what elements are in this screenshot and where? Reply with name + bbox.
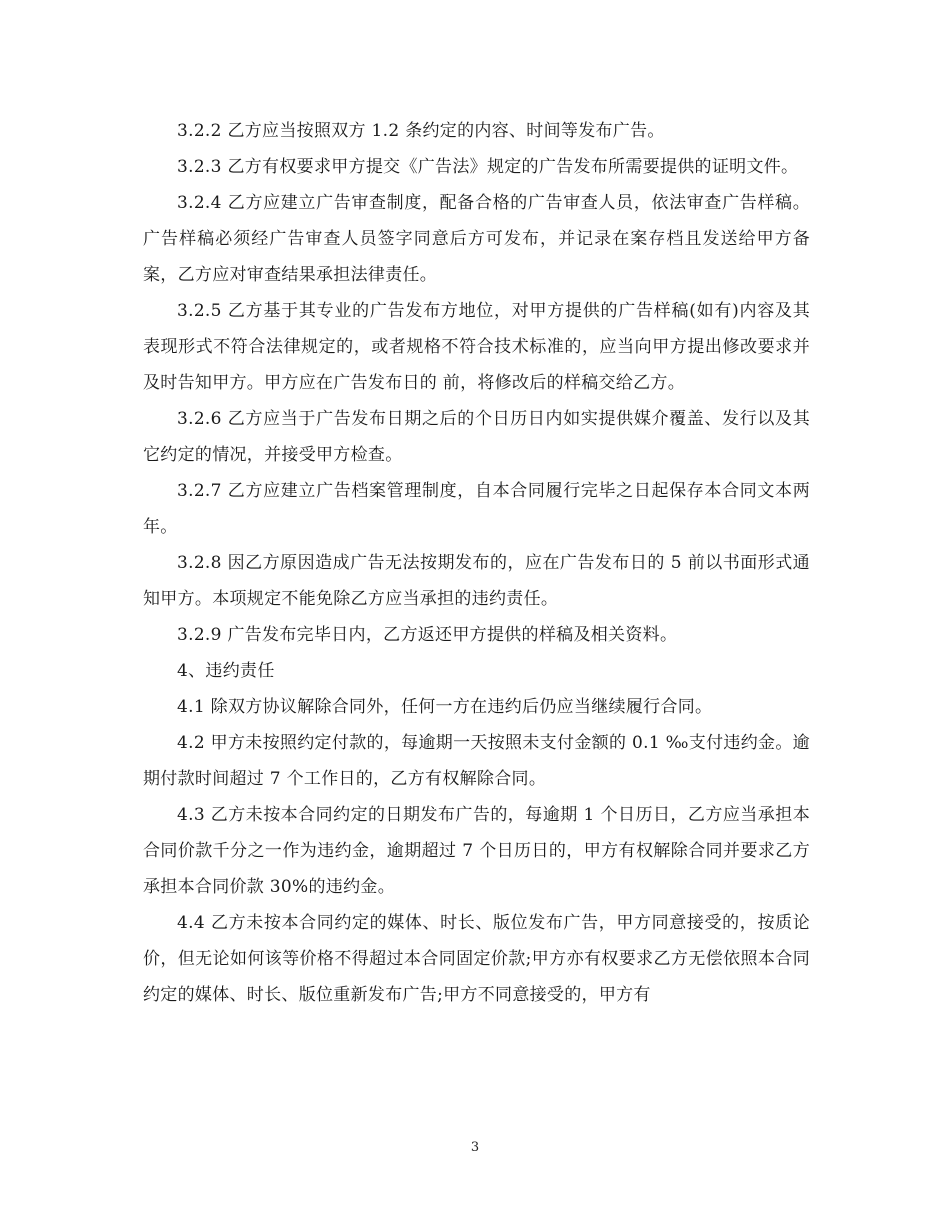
page-number: 3 [470, 1140, 480, 1155]
paragraph-3-2-7: 3.2.7 乙方应建立广告档案管理制度，自本合同履行完毕之日起保存本合同文本两年。 [143, 481, 810, 537]
section-heading-4: 4、违约责任 [177, 661, 275, 681]
paragraph-4-4: 4.4 乙方未按本合同约定的媒体、时长、版位发布广告，甲方同意接受的，按质论价，但无论如何该等价格不得超过本合同固定价款;甲方亦有权要求乙方无偿依照本合同约定的媒体、时长、版位重新发布广告;甲方不同意接受的，甲方有 [143, 913, 810, 1005]
paragraph-3-2-2: 3.2.2 乙方应当按照双方 1.2 条约定的内容、时间等发布广告。 [177, 121, 665, 141]
paragraph-3-2-4: 3.2.4 乙方应建立广告审查制度，配备合格的广告审查人员，依法审查广告样稿。广告样稿必须经广告审查人员签字同意后方可发布，并记录在案存档且发送给甲方备案，乙方应对审查结果承担法律责任。 [143, 193, 810, 285]
paragraph-4-2: 4.2 甲方未按照约定付款的，每逾期一天按照未支付金额的 0.1 ‰支付违约金。逾期付款时间超过 7 个工作日的，乙方有权解除合同。 [143, 733, 810, 789]
paragraph-3-2-3: 3.2.3 乙方有权要求甲方提交《广告法》规定的广告发布所需要提供的证明文件。 [177, 157, 799, 177]
paragraph-3-2-5: 3.2.5 乙方基于其专业的广告发布方地位，对甲方提供的广告样稿(如有)内容及其表现形式不符合法律规定的，或者规格不符合技术标准的，应当向甲方提出修改要求并及时告知甲方。甲方应在广告发布日的 前，将修改后的样稿交给乙方。 [143, 301, 810, 393]
document-body [143, 113, 810, 1013]
paragraph-4-3: 4.3 乙方未按本合同约定的日期发布广告的，每逾期 1 个日历日，乙方应当承担本合同价款千分之一作为违约金，逾期超过 7 个日历日的，甲方有权解除合同并要求乙方承担本合同价款 30%的违约金。 [143, 805, 810, 897]
paragraph-3-2-6: 3.2.6 乙方应当于广告发布日期之后的个日历日内如实提供媒介覆盖、发行以及其它约定的情况，并接受甲方检查。 [143, 409, 810, 465]
paragraph-4-1: 4.1 除双方协议解除合同外，任何一方在违约后仍应当继续履行合同。 [177, 697, 713, 717]
paragraph-3-2-8: 3.2.8 因乙方原因造成广告无法按期发布的，应在广告发布日的 5 前以书面形式通知甲方。本项规定不能免除乙方应当承担的违约责任。 [143, 553, 810, 609]
paragraph-3-2-9: 3.2.9 广告发布完毕日内，乙方返还甲方提供的样稿及相关资料。 [177, 625, 678, 645]
